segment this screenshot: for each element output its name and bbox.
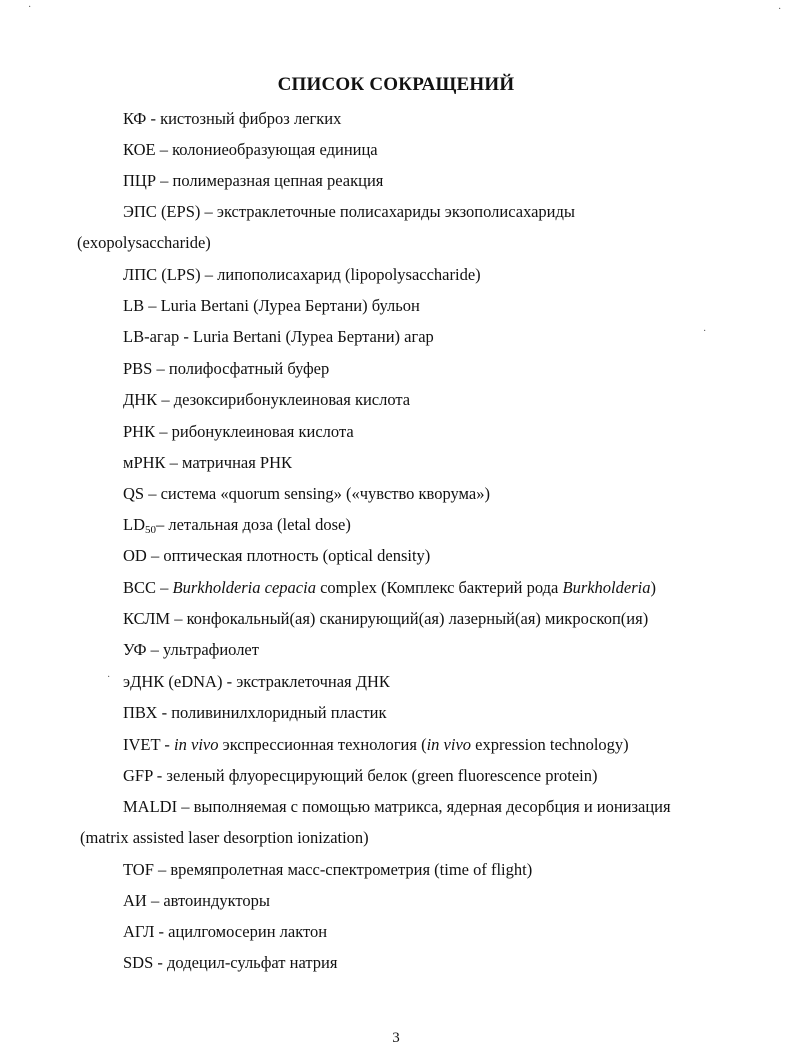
abbreviation: QS [123,484,145,503]
abbreviation-entry: ЛПС (LPS) – липополисахарид (lipopolysaccharide) [123,265,481,284]
definition: complex (Комплекс бактерий рода [315,578,563,597]
abbreviation-entry: IVET - in vivo экспрессионная технология (in vivo expression technology) [123,735,629,754]
definition: дезоксирибонуклеиновая кислота [173,390,411,409]
abbreviation-entry: QS – система «quorum sensing» («чувство кворума») [123,484,490,503]
abbreviation: LB-агар [123,327,180,346]
definition: система «quorum sensing» («чувство кворума») [160,484,490,503]
definition-italic: in vivo [426,735,472,754]
abbreviation: КОЕ [123,140,156,159]
definition: оптическая плотность (optical density) [163,546,431,565]
definition: кистозный фиброз легких [160,109,342,128]
definition: экстраклеточная ДНК [236,672,390,691]
abbreviation-entry: эДНК (eDNA) - экстраклеточная ДНК [123,672,390,691]
definition-italic: Burkholderia cepacia [172,578,316,597]
definition: поливинилхлоридный пластик [171,703,387,722]
abbreviation: BCC [123,578,157,597]
abbreviation: LB [123,296,145,315]
definition: полимеразная цепная реакция [172,171,384,190]
scan-speck: · [28,2,32,13]
abbreviation-entry: LB-агар - Luria Bertani (Луреа Бертани) агар [123,327,434,346]
definition: колониеобразующая единица [172,140,378,159]
abbreviation-entry: ЭПС (EPS) – экстраклеточные полисахариды экзополисахариды [123,202,575,221]
abbreviation: эДНК (eDNA) [123,672,223,691]
page-number: 3 [392,1030,400,1046]
abbreviation: ЭПС (EPS) [123,202,201,221]
definition-italic: Burkholderia [562,578,651,597]
abbreviation: АИ [123,891,147,910]
abbreviation: ПВХ [123,703,158,722]
abbreviation-entry: РНК – рибонуклеиновая кислота [123,422,354,441]
definition-italic: in vivo [174,735,219,754]
abbreviation: GFP [123,766,153,785]
abbreviation: КФ [123,109,147,128]
abbreviation: PBS [123,359,153,378]
scan-speck: · [778,4,782,15]
definition: полифосфатный буфер [168,359,330,378]
definition: конфокальный(ая) сканирующий(ая) лазерный(ая) микроскоп(ия) [186,609,649,628]
scan-speck: · [703,326,707,337]
abbreviation-entry: GFP - зеленый флуоресцирующий белок (green fluorescence protein) [123,766,598,785]
subscript: 50 [145,524,156,536]
definition: Luria Bertani (Луреа Бертани) бульон [160,296,420,315]
abbreviation-entry: TOF – времяпролетная масс-спектрометрия (time of flight) [123,860,533,879]
definition: ацилгомосерин лактон [168,922,328,941]
definition: Luria Bertani (Луреа Бертани) агар [193,327,434,346]
abbreviation: КСЛМ [123,609,171,628]
abbreviation-entry: КОЕ – колониеобразующая единица [123,140,378,159]
abbreviation: LD [123,515,145,534]
definition-continuation: (matrix assisted laser desorption ionization) [80,828,369,847]
abbreviation-entry: LB – Luria Bertani (Луреа Бертани) бульон [123,296,420,315]
abbreviation-entry: ПВХ - поливинилхлоридный пластик [123,703,387,722]
abbreviation-entry: АИ – автоиндукторы [123,891,270,910]
abbreviation: OD [123,546,147,565]
definition: экстраклеточные полисахариды экзополисахариды [216,202,575,221]
abbreviation: SDS [123,953,154,972]
abbreviation: УФ [123,640,147,659]
abbreviation: ДНК [123,390,158,409]
abbreviation-entry: MALDI – выполняемая с помощью матрикса, ядерная десорбция и ионизация [123,797,671,816]
abbreviation: РНК [123,422,156,441]
abbreviation-entry: $LD_{50}-$ летальная доза (letal dose) [123,515,351,536]
scan-speck: · [107,672,111,683]
abbreviation-entry: КФ - кистозный фиброз легких [123,109,342,128]
definition: матричная РНК [182,453,293,472]
definition: автоиндукторы [163,891,270,910]
definition: времяпролетная масс-спектрометрия (time of flight) [170,860,533,879]
definition-continuation: (exopolysaccharide) [77,233,211,252]
definition: ультрафиолет [163,640,259,659]
definition: выполняемая с помощью матрикса, ядерная десорбция и ионизация [193,797,671,816]
abbreviation-entry: OD – оптическая плотность (optical density) [123,546,431,565]
page-title: СПИСОК СОКРАЩЕНИЙ [277,74,515,95]
abbreviation-entry: КСЛМ – конфокальный(ая) сканирующий(ая) лазерный(ая) микроскоп(ия) [123,609,649,628]
definition: додецил-сульфат натрия [167,953,338,972]
abbreviation-entry: мРНК – матричная РНК [123,453,293,472]
abbreviation: ПЦР [123,171,157,190]
abbreviation-entry: PBS – полифосфатный буфер [123,359,330,378]
abbreviation: мРНК [123,453,166,472]
abbreviation: TOF [123,860,154,879]
abbreviation-entry: SDS - додецил-сульфат натрия [123,953,338,972]
definition: экспрессионная технология ( [218,735,427,754]
abbreviation-entry: АГЛ - ацилгомосерин лактон [123,922,328,941]
abbreviation: АГЛ [123,922,155,941]
definition: липополисахарид (lipopolysaccharide) [217,265,481,284]
abbreviation-entry: УФ – ультрафиолет [123,640,259,659]
abbreviation: IVET [123,735,161,754]
definition: зеленый флуоресцирующий белок (green fluorescence protein) [166,766,598,785]
definition: летальная доза (letal dose) [168,515,351,534]
abbreviation-entry: BCC – Burkholderia cepacia complex (Комплекс бактерий рода Burkholderia) [123,578,656,597]
definition: рибонуклеиновая кислота [171,422,354,441]
abbreviation-entry: ПЦР – полимеразная цепная реакция [123,171,384,190]
abbreviation-entry: ДНК – дезоксирибонуклеиновая кислота [123,390,411,409]
abbreviation: MALDI [123,797,178,816]
abbreviation: ЛПС (LPS) [123,265,201,284]
